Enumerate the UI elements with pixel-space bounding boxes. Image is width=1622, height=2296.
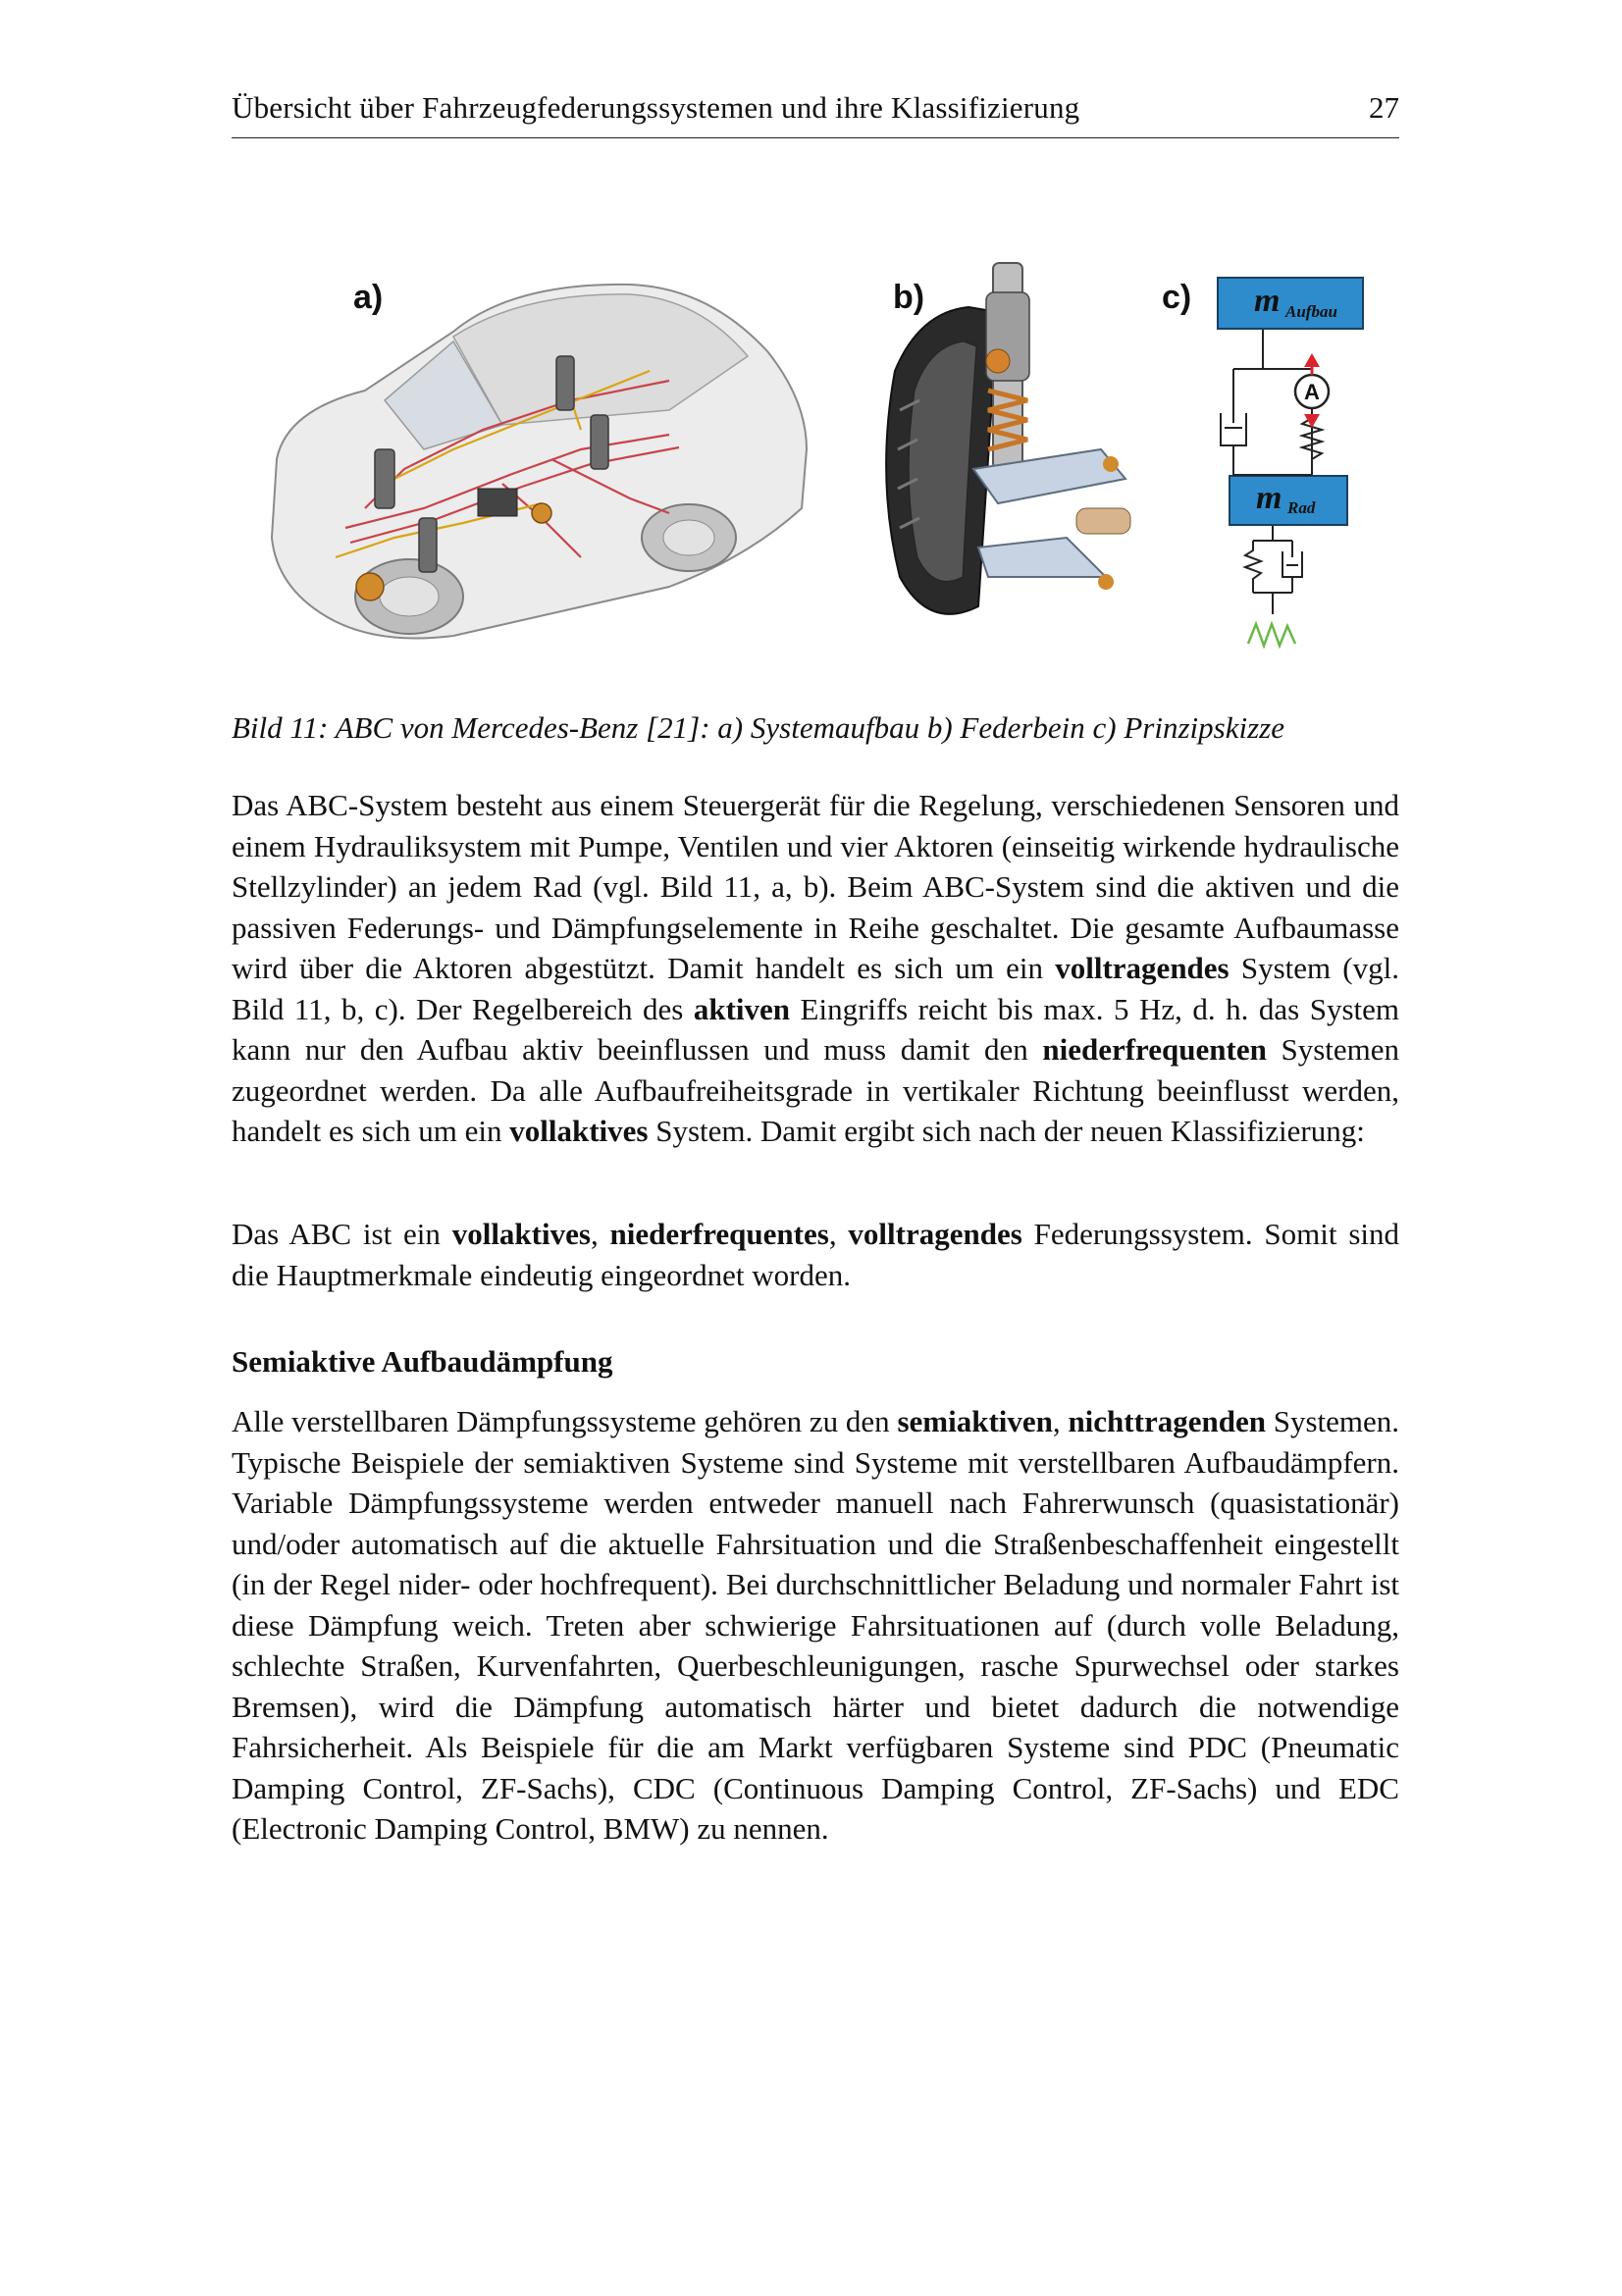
paragraph-abc-system: Das ABC-System besteht aus einem Steuergerät für die Regelung, verschiedenen Sensoren und einem Hydrauliksystem mit Pumpe, Ventilen und vier Aktoren (einseitig wirkende hydraulische Stellzylinder) an jedem Rad (vgl. Bild 11, a, b). Beim ABC-System sind die aktiven und die passiven Federungs- und Dämpfungselemente in Reihe geschaltet. Die gesamte Aufbaumasse wird über die Aktoren abgestützt. Damit handelt es sich um ein volltragendes System (vgl. Bild 11, b, c). Der Regelbereich des aktiven Eingriffs reicht bis max. 5 Hz, d. h. das System kann nur den Aufbau aktiv beeinflussen und muss damit den niederfrequenten Systemen zugeordnet werden. Da alle Aufbaufreiheitsgrade in vertikaler Richtung beeinflusst werden, handelt es sich um ein vollaktives System. Damit ergibt sich nach der neuen Klassifizierung: <box>232 788 1399 1148</box>
pump <box>356 573 384 600</box>
figure-label-a: a) <box>353 279 384 316</box>
car-system-illustration <box>257 263 826 655</box>
mass-body-box <box>1217 277 1364 330</box>
control-unit <box>478 489 517 516</box>
mass-body-subscript: Aufbau <box>1285 302 1337 321</box>
actuator-arrow-up <box>1304 353 1320 367</box>
tire-spring <box>1245 541 1261 593</box>
running-header <box>232 86 1399 138</box>
mass-wheel-symbol: m <box>1256 480 1282 516</box>
chapter-title: Übersicht über Fahrzeugfederungssystemen und ihre Klassifizierung <box>232 90 1080 125</box>
paragraph-abc-classification: Das ABC ist ein vollaktives, niederfrequentes, volltragendes Federungssystem. Somit sind die Hauptmerkmale eindeutig eingeordnet worden. <box>232 1217 1400 1292</box>
mass-wheel-subscript: Rad <box>1287 498 1316 517</box>
section-heading: Semiaktive Aufbaudämpfung <box>232 1344 613 1379</box>
figure-11 <box>257 234 1386 685</box>
figure-label-c: c) <box>1162 279 1192 316</box>
spring-strut-illustration <box>861 253 1145 675</box>
figure-label-b: b) <box>893 279 925 316</box>
road-ground <box>1248 624 1295 646</box>
page-number: 27 <box>1369 90 1399 125</box>
actuator-label: A <box>1304 380 1320 404</box>
paragraph-semiactive-damping: Alle verstellbaren Dämpfungssysteme gehören zu den semiaktiven, nichttragenden Systemen. Typische Beispiele der semiaktiven Systeme sind Systeme mit verstellbaren Aufbaudämpfern. Variable Dämpfungssysteme werden entweder manuell nach Fahrerwunsch (quasistationär) und/oder automatisch auf die aktuelle Fahrsituation und die Straßenbeschaffenheit eingestellt (in der Regel nider- oder hochfrequent). Bei durchschnittlicher Beladung und normaler Fahrt ist diese Dämpfung weich. Treten aber schwierige Fahrsituationen auf (durch volle Beladung, schlechte Straßen, Kurvenfahrten, Querbeschleunigungen, rasche Spurwechsel oder starkes Bremsen), wird die Dämpfung automatisch härter und bietet dadurch die notwendige Fahrsicherheit. Als Beispiele für die am Markt verfügbaren Systeme sind PDC (Pneumatic Damping Control, ZF-Sachs), CDC (Continuous Damping Control, ZF-Sachs) und EDC (Electronic Damping Control, BMW) zu nennen. <box>232 1404 1400 1846</box>
principle-sketch-lines <box>1199 330 1386 685</box>
figure-caption: Bild 11: ABC von Mercedes-Benz [21]: a) Systemaufbau b) Federbein c) Prinzipskizze <box>232 710 1284 745</box>
mass-body-symbol: m <box>1254 283 1281 319</box>
